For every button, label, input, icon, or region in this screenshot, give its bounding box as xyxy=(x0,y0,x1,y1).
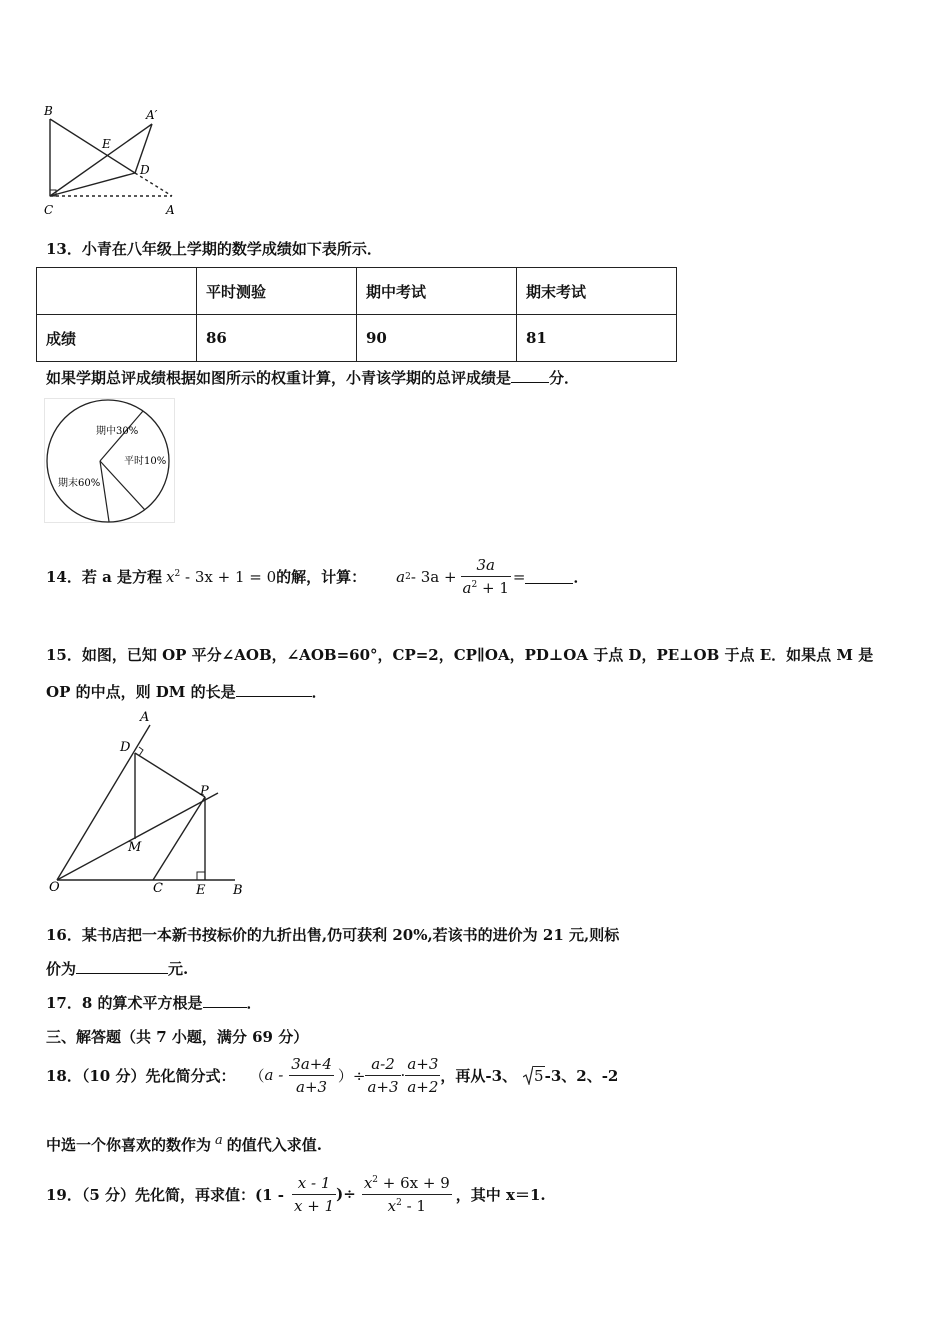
label-D: D xyxy=(120,740,131,755)
q18-after2: -3、2、-2 xyxy=(544,1066,619,1085)
q14-frac-den-rest: + 1 xyxy=(477,579,509,597)
q19-f1-den: x + 1 xyxy=(294,1196,335,1215)
radical-sign-icon xyxy=(523,1065,533,1085)
table-header-quiz: 平时测验 xyxy=(197,268,357,315)
segment-CP xyxy=(153,797,205,880)
q19-div: )÷ xyxy=(336,1185,356,1203)
q18-f2-den: a+3 xyxy=(367,1077,399,1096)
q16-line2-end: 元. xyxy=(168,960,189,978)
q18-f3-num: a+3 xyxy=(405,1055,440,1076)
q19-fraction-2 xyxy=(362,1174,452,1215)
ray-OA xyxy=(57,725,150,880)
q18-f1-num: 3a+4 xyxy=(289,1055,334,1076)
label-A-prime: A′ xyxy=(146,108,158,122)
ray-OP xyxy=(57,793,218,880)
right-angle-mark-E xyxy=(197,872,205,880)
q18-after: ，再从-3、 xyxy=(440,1066,518,1085)
q18-fraction-3 xyxy=(405,1055,440,1096)
q14-frac-den-exp: 2 xyxy=(471,580,478,590)
label-B: B xyxy=(233,883,243,898)
q19-f2-num-var: x xyxy=(363,1173,373,1192)
q19-f2-num-exp: 2 xyxy=(372,1174,379,1185)
q19-prefix: 19．（5 分）先化简，再求值：(1 - xyxy=(46,1185,285,1204)
label-C: C xyxy=(153,881,163,896)
q18-f3-den: a+2 xyxy=(407,1077,439,1096)
label-C: C xyxy=(44,203,54,217)
q18-open-paren: （ xyxy=(249,1066,265,1085)
label-A: A xyxy=(140,710,150,725)
q18-prefix: 18．（10 分）先化简分式： xyxy=(46,1066,236,1085)
section-title: 三、解答题（共 7 小题，满分 69 分） xyxy=(46,1028,309,1046)
score-table xyxy=(36,267,677,362)
q19-f2-num-rest: + 6x + 9 xyxy=(378,1173,450,1192)
table-header-midterm: 期中考试 xyxy=(357,268,517,315)
q18-fraction-1 xyxy=(289,1055,334,1096)
q15-line2-text: OP 的中点，则 DM 的长是 xyxy=(46,683,236,701)
q17-text: 17．8 的算术平方根是 xyxy=(46,994,203,1012)
q19-f2-den-var: x xyxy=(387,1196,397,1215)
table-row xyxy=(37,315,677,362)
q13-question xyxy=(46,367,579,388)
label-E: E xyxy=(196,883,206,898)
q15-line2 xyxy=(46,681,327,702)
label-D: D xyxy=(140,163,150,177)
segment-DP xyxy=(135,753,205,797)
q15-line1: 15．如图，已知 OP 平分∠AOB，∠AOB=60°，CP=2，CP∥OA，PD⊥OA 于点 D，PE⊥OB 于点 E．如果点 M 是 xyxy=(46,646,874,664)
q14-equals: = xyxy=(512,567,526,586)
q14-eq-exp: 2 xyxy=(174,568,181,579)
right-angle-mark-D xyxy=(139,747,143,756)
segment-BD xyxy=(50,119,135,173)
q18-dot: · xyxy=(400,1066,406,1084)
q14-eq-var: x xyxy=(166,567,175,586)
q18-line2-end: 的值代入求值. xyxy=(226,1136,323,1154)
q14-equation xyxy=(166,568,276,586)
pie-label-final: 期末60% xyxy=(58,478,101,489)
q18-a-minus: a - xyxy=(264,1066,284,1084)
q14-fraction xyxy=(461,556,511,597)
q19-f2-den xyxy=(362,1195,452,1215)
q16-line2-text: 价为 xyxy=(46,960,77,978)
label-A: A xyxy=(166,203,175,217)
answer-blank[interactable] xyxy=(203,993,247,1008)
q18-line2 xyxy=(46,1134,322,1155)
q14-prefix: 14．若 a 是方程 xyxy=(46,568,163,586)
segment-CA-prime xyxy=(50,124,152,196)
q13-question-text: 如果学期总评成绩根据如图所示的权重计算，小青该学期的总评成绩是 xyxy=(46,369,512,387)
q14-frac-den xyxy=(461,577,511,597)
q13-stem: 13．小青在八年级上学期的数学成绩如下表所示． xyxy=(46,240,382,258)
q17-end: ． xyxy=(246,994,262,1012)
q18-close-div: ）÷ xyxy=(337,1066,366,1085)
table-cell-quiz: 86 xyxy=(197,315,357,362)
q16-line2 xyxy=(46,958,188,979)
q13-question-end: 分． xyxy=(549,369,580,387)
answer-blank[interactable] xyxy=(236,682,312,697)
pie-label-midterm: 期中30% xyxy=(96,426,139,437)
table-header-row xyxy=(37,268,677,315)
q19-f1-num: x - 1 xyxy=(292,1174,336,1195)
q19-fraction-1 xyxy=(292,1174,336,1215)
sqrt-symbol xyxy=(523,1065,545,1085)
q14-frac-den-var: a xyxy=(462,579,472,597)
q17-line xyxy=(46,992,262,1013)
q14-middle: 的解，计算： xyxy=(276,568,367,586)
sqrt-radicand: 5 xyxy=(534,1067,544,1085)
table-cell-final: 81 xyxy=(517,315,677,362)
table-header-final: 期末考试 xyxy=(517,268,677,315)
q19-line xyxy=(46,1168,546,1220)
table-header-empty xyxy=(37,268,197,315)
q19-f2-den-rest: - 1 xyxy=(401,1196,426,1215)
q14-eq-rest: - 3x + 1 = 0 xyxy=(180,567,277,586)
answer-blank[interactable] xyxy=(525,569,573,584)
triangle-fold-figure xyxy=(40,100,190,220)
segment-CD xyxy=(50,173,135,196)
q18-line2-var: a xyxy=(215,1133,223,1148)
q14-expr-var: a xyxy=(396,567,406,586)
label-O: O xyxy=(49,880,60,895)
q18-line2-text: 中选一个你喜欢的数作为 xyxy=(46,1136,212,1154)
q19-suffix: ，其中 x＝1. xyxy=(455,1185,546,1204)
label-B: B xyxy=(44,104,53,118)
answer-blank[interactable] xyxy=(511,368,549,383)
pie-label-quiz: 平时10% xyxy=(124,456,167,467)
label-E: E xyxy=(102,137,111,151)
table-cell-midterm: 90 xyxy=(357,315,517,362)
label-M: M xyxy=(128,840,142,855)
q18-fraction-2 xyxy=(365,1055,400,1096)
angle-bisector-figure xyxy=(40,705,265,900)
q14-end: ． xyxy=(573,568,589,586)
q14-expr-mid: - 3a + xyxy=(410,567,457,586)
table-row-label: 成绩 xyxy=(37,315,197,362)
q14-expr-exp: 2 xyxy=(405,571,411,582)
label-P: P xyxy=(200,784,209,799)
q18-f2-num: a-2 xyxy=(365,1055,400,1076)
q14-expression xyxy=(396,556,511,597)
q15-line2-end: ． xyxy=(311,683,327,701)
q16-line1: 16．某书店把一本新书按标价的九折出售,仍可获利 20%,若该书的进价为 21 元,则标 xyxy=(46,926,620,944)
q14-line xyxy=(46,556,588,597)
answer-blank[interactable] xyxy=(76,959,168,974)
q18-f1-den: a+3 xyxy=(296,1077,328,1096)
q19-f2-den-exp: 2 xyxy=(396,1197,402,1208)
q14-frac-num: 3a xyxy=(461,556,511,577)
weight-pie-chart xyxy=(44,398,176,524)
q18-line xyxy=(46,1049,618,1101)
q19-f2-num xyxy=(362,1174,452,1195)
